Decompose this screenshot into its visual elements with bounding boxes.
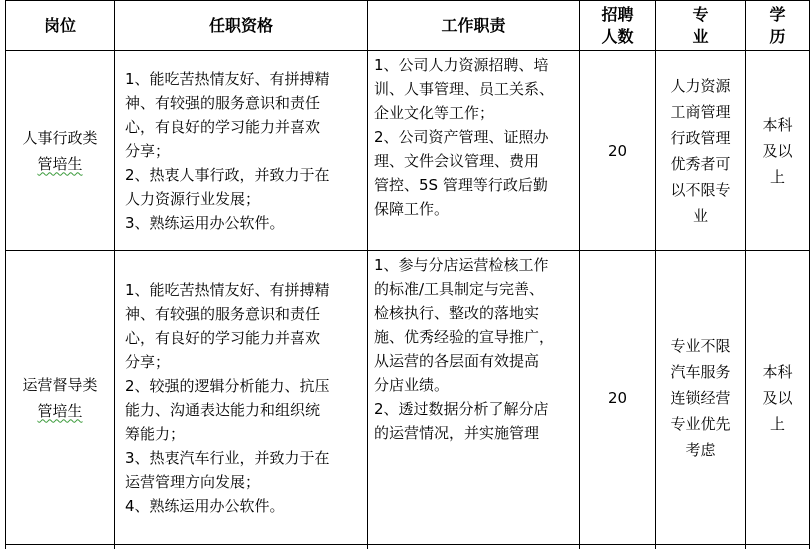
education-cell: 本科 及以 上 <box>746 51 810 251</box>
recruitment-table <box>5 0 810 549</box>
header-position: 岗位 <box>6 1 115 51</box>
duties-cell: 1、参与分店运营检核工作 的标准/工具制定与完善、 检核执行、整改的落地实 施、优秀经验的宣导推广， 从运营的各层面有效提高 分店业绩。 2、透过数据分析了解分店 的运营情况，并实施管理 <box>368 251 580 545</box>
table-row <box>6 51 810 251</box>
trailing-row <box>6 545 810 549</box>
header-qualification: 任职资格 <box>115 1 368 51</box>
table-row <box>6 251 810 545</box>
headcount-cell: 20 <box>580 51 656 251</box>
header-education: 学 历 <box>746 1 810 51</box>
position-cell: 人事行政类 管培生 <box>6 51 115 251</box>
qualification-cell: 1、能吃苦热情友好、有拼搏精 神、有较强的服务意识和责任 心，有良好的学习能力并喜欢 分享； 2、较强的逻辑分析能力、抗压 能力、沟通表达能力和组织统 筹能力； 3、热衷汽车行业，并致力于在 运营管理方向发展； 4、熟练运用办公软件。 <box>115 251 368 545</box>
duties-cell: 1、公司人力资源招聘、培 训、人事管理、员工关系、 企业文化等工作； 2、公司资产管理、证照办 理、文件会议管理、费用 管控、5S 管理等行政后勤 保障工作。 <box>368 51 580 251</box>
header-headcount: 招聘 人数 <box>580 1 656 51</box>
header-duties: 工作职责 <box>368 1 580 51</box>
position-cell: 运营督导类 管培生 <box>6 251 115 545</box>
header-major: 专 业 <box>656 1 746 51</box>
major-cell: 人力资源 工商管理 行政管理 优秀者可 以不限专 业 <box>656 51 746 251</box>
qualification-cell: 1、能吃苦热情友好、有拼搏精 神、有较强的服务意识和责任 心，有良好的学习能力并喜欢 分享； 2、热衷人事行政，并致力于在 人力资源行业发展； 3、熟练运用办公软件。 <box>115 51 368 251</box>
education-cell: 本科 及以 上 <box>746 251 810 545</box>
major-cell: 专业不限 汽车服务 连锁经营 专业优先 考虑 <box>656 251 746 545</box>
headcount-cell: 20 <box>580 251 656 545</box>
header-row <box>6 1 810 51</box>
